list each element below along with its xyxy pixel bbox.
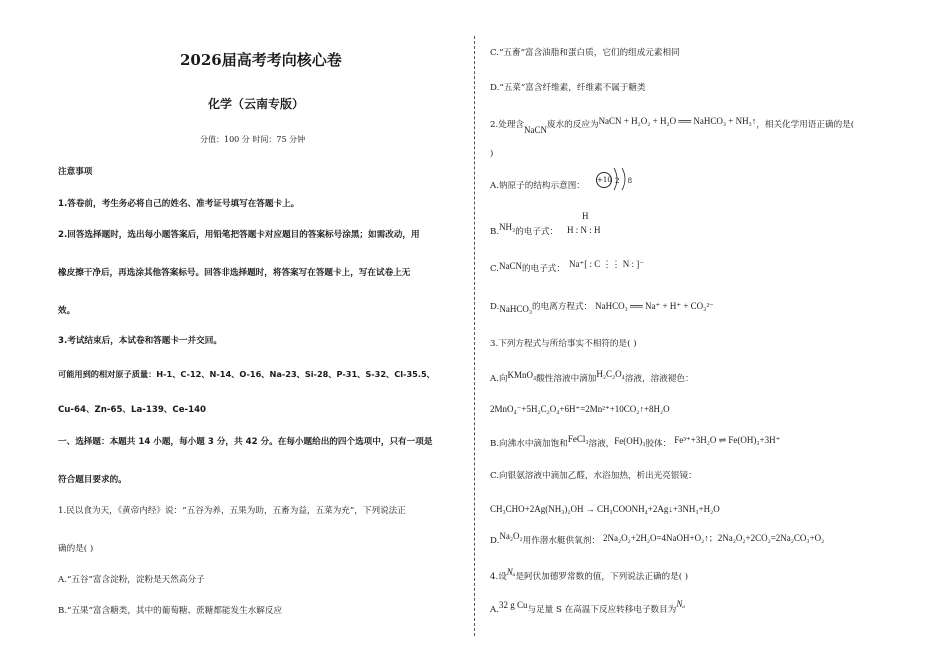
q4-stem-post: 是阿伏加德罗常数的值，下列说法正确的是( )	[515, 572, 689, 582]
exam-meta: 分值：100 分 时间：75 分钟	[200, 135, 306, 144]
q3-option-b-mid: 溶液，	[588, 439, 615, 449]
exam-subject: 化学（云南专版）	[208, 97, 305, 111]
q2-option-d-species: NaHCO₃	[499, 304, 532, 314]
q3-option-b-post: 胶体：	[645, 439, 672, 449]
q1-option-c: C.“五畜”富含油脂和蛋白质，它们的组成元素相同	[490, 48, 680, 58]
q2-option-b-species: NH₃	[499, 222, 516, 232]
q2-stem-close: )	[490, 149, 494, 159]
q3-option-b-equation: Fe³⁺+3H₂O ⇌ Fe(OH)₃+3H⁺	[674, 435, 781, 445]
q4-option-a-label: A.	[490, 605, 499, 615]
q3-option-a-mid: 酸性溶液中滴加	[536, 374, 597, 384]
q3-option-a-equation: 2MnO₄⁻+5H₂C₂O₄+6H⁺=2Mn²⁺+10CO₂↑+8H₂O	[490, 404, 670, 414]
note-2-line-2: 橡皮擦干净后，再选涂其他答案标号。回答非选择题时，将答案写在答题卡上，写在试卷上无	[58, 268, 411, 278]
q2-option-c-desc: 的电子式：	[522, 264, 565, 274]
nucleus-circle: +10	[596, 172, 612, 188]
q1-option-d: D.“五菜”富含纤维素，纤维素不属于糖类	[490, 83, 646, 93]
q1-stem-line-1: 1.民以食为天，《黄帝内经》说：“五谷为养，五果为助，五畜为益，五菜为充”，下列说法正	[58, 506, 406, 516]
nacn-electron-formula: Na⁺[ : C ⋮⋮ N : ]⁻	[569, 259, 644, 269]
q2-option-b-desc: 的电子式：	[515, 227, 559, 237]
q2-reaction-equation: NaCN + H₂O₂ + H₂O ══ NaHCO₃ + NH₃↑	[598, 116, 757, 126]
q4-stem-pre: 4.设	[490, 572, 507, 582]
q2-stem-mid: 废水的反应为	[546, 120, 599, 130]
note-2-line-3: 效。	[58, 306, 76, 316]
q2-stem-species: NaCN	[523, 125, 547, 135]
q3-option-b-species-1: FeCl₃	[567, 434, 589, 444]
q1-stem-line-2: 确的是( )	[58, 544, 94, 554]
q4-option-a-symbol: Nₐ	[676, 599, 685, 609]
q2-option-b-label: B.	[490, 227, 500, 237]
electron-shell-counts: 2 8	[615, 177, 636, 185]
q2-stem-post: ，相关化学用语正确的是(	[756, 120, 855, 130]
q4-option-a-desc: 与足量 S 在高温下反应转移电子数目为	[527, 605, 677, 615]
q2-option-c-label: C.	[490, 264, 500, 274]
section-1-heading-line-2: 符合题目要求的。	[58, 475, 127, 485]
q3-option-c-equation: CH₃CHO+2Ag(NH₃)₂OH → CH₃COONH₄+2Ag↓+3NH₃+H₂O	[490, 504, 720, 514]
q2-option-d-label: D.	[490, 302, 500, 312]
atomic-masses-line-2: Cu-64、Zn-65、La-139、Ce-140	[58, 405, 207, 415]
q3-option-d-equation: 2Na₂O₂+2H₂O=4NaOH+O₂↑；2Na₂O₂+2CO₂=2Na₂CO₃+O₂	[602, 533, 825, 543]
nahco3-ionization-equation: NaHCO₃ ══ Na⁺ + H⁺ + CO₃²⁻	[595, 301, 714, 311]
q4-avogadro-symbol: Nₐ	[506, 567, 516, 577]
note-1: 1.答卷前，考生务必将自己的姓名、准考证号填写在答题卡上。	[58, 199, 300, 209]
q3-option-b-label: B.向沸水中滴加饱和	[490, 439, 568, 449]
right-column	[478, 0, 950, 672]
q3-option-a-post: 溶液，溶液褪色：	[624, 374, 694, 384]
q4-option-a	[490, 599, 685, 616]
q2-stem	[490, 116, 855, 135]
q1-option-a: A.“五谷”富含淀粉，淀粉是天然高分子	[58, 575, 205, 585]
q2-option-d-text	[490, 300, 714, 313]
nh3-electron-formula: H : N : H	[567, 225, 601, 235]
note-3: 3.考试结束后，本试卷和答题卡一并交回。	[58, 336, 222, 346]
note-2-line-1: 2.回答选择题时，选出每小题答案后，用铅笔把答题卡对应题目的答案标号涂黑；如需改动，用	[58, 230, 420, 240]
q3-option-d-desc: 用作潜水艇供氧剂：	[522, 536, 600, 546]
q2-option-c-text	[490, 259, 644, 275]
q4-option-a-species: 32 g Cu	[498, 600, 528, 610]
q4-stem	[490, 567, 689, 583]
q2-stem-pre: 2.处理含	[490, 120, 524, 130]
q2-option-a-text: A.钠原子的结构示意图：	[490, 181, 585, 191]
q3-option-d-species: Na₂O₂	[499, 531, 523, 541]
exam-title: 2026届高考考向核心卷	[180, 51, 342, 69]
q3-option-b-text	[490, 434, 781, 450]
notes-heading: 注意事项	[58, 167, 93, 177]
column-divider	[474, 36, 475, 636]
q2-option-c-species: NaCN	[499, 261, 523, 271]
q3-option-a-species-2: H₂C₂O₄	[596, 369, 625, 379]
q2-option-d-desc: 的电离方程式：	[531, 302, 593, 312]
q1-option-b: B.“五果”富含糖类，其中的葡萄糖、蔗糖都能发生水解反应	[58, 606, 283, 616]
q3-option-c-text: C.向银氨溶液中滴加乙醛，水浴加热，析出光亮银镜：	[490, 471, 697, 481]
left-column	[0, 0, 474, 672]
section-1-heading-line-1: 一、选择题：本题共 14 小题，每小题 3 分，共 42 分。在每小题给出的四个选项中，只有一项是	[58, 437, 433, 447]
q3-option-a-label: A.向	[490, 374, 508, 384]
q3-option-d-text	[490, 531, 825, 547]
q2-option-b-text	[490, 222, 559, 238]
q3-stem: 3.下列方程式与所给事实不相符的是( )	[490, 339, 637, 349]
q3-option-b-species-2: Fe(OH)₃	[614, 436, 646, 446]
q3-option-d-label: D.	[490, 536, 500, 546]
q3-option-a-species-1: KMnO₄	[507, 370, 537, 380]
q3-option-a-text	[490, 369, 694, 385]
atomic-masses-line-1: 可能用到的相对原子质量：H-1、C-12、N-14、O-16、Na-23、Si-28、P-31、S-32、Cl-35.5、	[58, 369, 435, 379]
nh3-top-hydrogen: H	[582, 211, 589, 221]
